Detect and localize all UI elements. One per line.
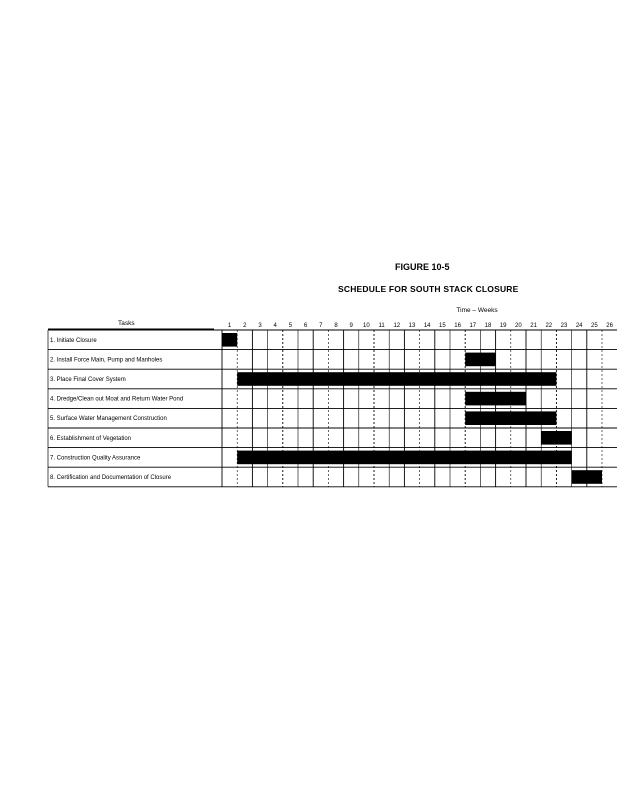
week-number: 10 bbox=[363, 323, 370, 329]
task-label: 6. Establishment of Vegetation bbox=[50, 435, 132, 442]
week-number: 12 bbox=[393, 323, 401, 329]
task-label: 1. Initiate Closure bbox=[50, 337, 97, 344]
week-number: 24 bbox=[575, 323, 583, 329]
task-label: 5. Surface Water Management Construction bbox=[50, 416, 167, 423]
week-number: 7 bbox=[319, 323, 323, 329]
week-number: 5 bbox=[288, 323, 293, 329]
week-number: 4 bbox=[273, 323, 277, 329]
task-label: 2. Install Force Main, Pump and Manholes bbox=[50, 357, 163, 364]
task-bar bbox=[465, 353, 495, 367]
task-label: 4. Dredge/Clean out Moat and Return Water Pond bbox=[50, 396, 184, 403]
week-number: 9 bbox=[349, 323, 353, 329]
week-number: 21 bbox=[530, 323, 537, 329]
week-number: 11 bbox=[378, 323, 385, 329]
week-number: 16 bbox=[454, 323, 461, 329]
week-number: 13 bbox=[408, 323, 416, 329]
task-bar bbox=[222, 333, 237, 347]
task-bar bbox=[237, 451, 571, 465]
figure-number: FIGURE 10-5 bbox=[395, 262, 450, 272]
task-bar bbox=[541, 431, 571, 445]
task-bar bbox=[572, 470, 602, 484]
week-number: 14 bbox=[423, 323, 431, 329]
week-number: 17 bbox=[469, 323, 477, 329]
week-number: 25 bbox=[591, 323, 598, 329]
week-number: 22 bbox=[545, 323, 553, 329]
tasks-column-header: Tasks bbox=[118, 320, 135, 327]
task-bar bbox=[237, 372, 556, 386]
week-number: 6 bbox=[303, 323, 308, 329]
week-number: 1 bbox=[227, 323, 232, 329]
week-number: 8 bbox=[334, 323, 338, 329]
week-number: 20 bbox=[515, 323, 522, 329]
task-bar bbox=[465, 392, 526, 406]
task-label: 3. Place Final Cover System bbox=[50, 377, 126, 383]
time-axis-label: Time – Weeks bbox=[456, 307, 498, 314]
week-number: 23 bbox=[560, 323, 568, 329]
task-bar bbox=[465, 411, 556, 425]
week-number: 2 bbox=[243, 323, 247, 329]
task-label: 7. Construction Quality Assurance bbox=[50, 455, 141, 462]
week-number: 26 bbox=[606, 323, 613, 329]
week-number: 3 bbox=[258, 323, 262, 329]
week-number: 19 bbox=[499, 323, 507, 329]
task-label: 8. Certification and Documentation of Closure bbox=[50, 475, 172, 481]
figure-title: SCHEDULE FOR SOUTH STACK CLOSURE bbox=[338, 284, 519, 294]
week-number: 18 bbox=[484, 323, 492, 329]
week-number: 15 bbox=[439, 323, 446, 329]
